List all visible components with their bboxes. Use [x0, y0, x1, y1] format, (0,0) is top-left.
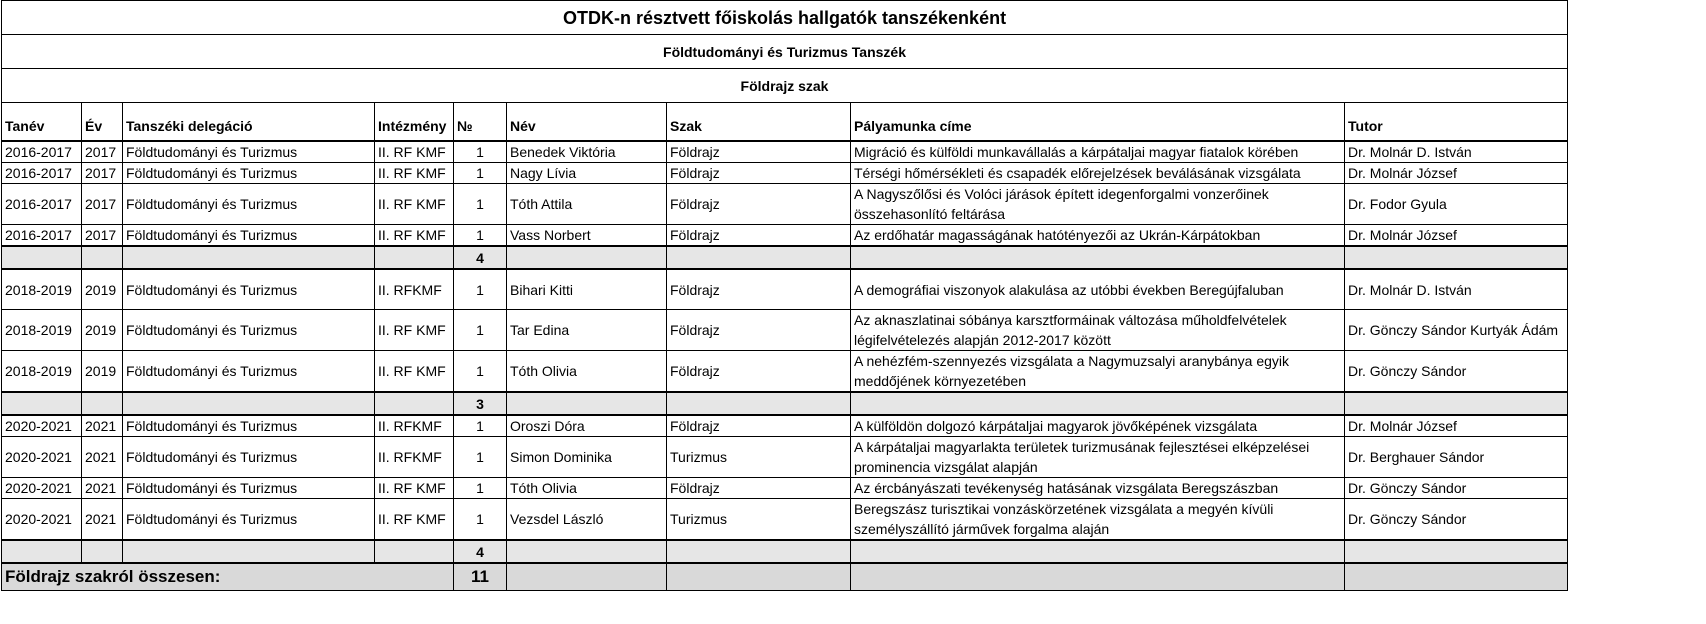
subtotal-cell	[851, 392, 1345, 415]
table-cell: Bihari Kitti	[507, 269, 667, 310]
table-cell: Földtudományi és Turizmus	[123, 269, 375, 310]
subtotal-cell	[507, 392, 667, 415]
table-cell: 2019	[82, 351, 123, 393]
total-cell	[507, 563, 667, 591]
subtotal-cell	[375, 540, 454, 563]
table-cell: Földtudományi és Turizmus	[123, 478, 375, 499]
table-row	[2, 499, 1568, 541]
table-cell: Földrajz	[667, 141, 851, 163]
table-cell: 2017	[82, 163, 123, 184]
table-cell: Dr. Molnár D. István	[1345, 141, 1568, 163]
header-row	[2, 103, 1568, 142]
table-row	[2, 184, 1568, 225]
table-cell: Turizmus	[667, 437, 851, 478]
total-row	[2, 563, 1568, 591]
subtotal-cell	[667, 246, 851, 269]
table-row	[2, 269, 1568, 310]
header-cell: Tanév	[2, 103, 82, 142]
table-cell: II. RF KMF	[375, 310, 454, 351]
table-cell: 2020-2021	[2, 437, 82, 478]
table-cell: 2016-2017	[2, 141, 82, 163]
table-cell: 2020-2021	[2, 478, 82, 499]
subtotal-cell	[82, 246, 123, 269]
table-row	[2, 141, 1568, 163]
table-cell: A demográfiai viszonyok alakulása az utóbbi években Beregújfaluban	[851, 269, 1345, 310]
subtotal-row	[2, 246, 1568, 269]
subtotal-cell	[375, 392, 454, 415]
table-cell: Földrajz	[667, 310, 851, 351]
subtotal-cell	[1345, 246, 1568, 269]
major-row	[2, 69, 1568, 103]
subtotal-cell	[82, 392, 123, 415]
subtotal-cell	[123, 246, 375, 269]
table-cell: 1	[454, 163, 507, 184]
table-cell: 2021	[82, 437, 123, 478]
table-cell: Vass Norbert	[507, 225, 667, 247]
table-cell: A Nagyszőlősi és Volóci járások épített idegenforgalmi vonzerőinek összehasonlító feltárása	[851, 184, 1345, 225]
table-row	[2, 478, 1568, 499]
header-cell: Tutor	[1345, 103, 1568, 142]
table-cell: Tóth Olivia	[507, 351, 667, 393]
table-cell: 1	[454, 415, 507, 437]
subtotal-cell	[507, 540, 667, 563]
table-cell: II. RF KMF	[375, 163, 454, 184]
table-cell: Dr. Gönczy Sándor	[1345, 478, 1568, 499]
table-cell: 2019	[82, 310, 123, 351]
table-cell: Dr. Molnár József	[1345, 225, 1568, 247]
table-cell: 2016-2017	[2, 184, 82, 225]
table-cell: Dr. Gönczy Sándor Kurtyák Ádám	[1345, 310, 1568, 351]
table-cell: Földrajz	[667, 163, 851, 184]
table-cell: 1	[454, 141, 507, 163]
table-cell: Földrajz	[667, 184, 851, 225]
sheet-title: OTDK-n résztvett főiskolás hallgatók tanszékenként	[2, 1, 1568, 35]
table-cell: II. RF KMF	[375, 351, 454, 393]
table-cell: Migráció és külföldi munkavállalás a kárpátaljai magyar fiatalok körében	[851, 141, 1345, 163]
title-row	[2, 1, 1568, 35]
subtotal-cell	[2, 392, 82, 415]
subtotal-count: 3	[454, 392, 507, 415]
subtotal-cell	[123, 540, 375, 563]
table-cell: 2016-2017	[2, 163, 82, 184]
subtotal-cell	[851, 246, 1345, 269]
subtotal-cell	[375, 246, 454, 269]
table-cell: II. RF KMF	[375, 478, 454, 499]
table-cell: 2019	[82, 269, 123, 310]
table-cell: II. RF KMF	[375, 184, 454, 225]
table-cell: Földtudományi és Turizmus	[123, 163, 375, 184]
subtotal-count: 4	[454, 540, 507, 563]
total-label: Földrajz szakról összesen:	[2, 563, 454, 591]
table-row	[2, 163, 1568, 184]
table-cell: II. RF KMF	[375, 225, 454, 247]
header-cell: Tanszéki delegáció	[123, 103, 375, 142]
table-cell: Benedek Viktória	[507, 141, 667, 163]
major-title: Földrajz szak	[2, 69, 1568, 103]
table-cell: Dr. Berghauer Sándor	[1345, 437, 1568, 478]
subtotal-cell	[82, 540, 123, 563]
table-cell: Dr. Molnár József	[1345, 415, 1568, 437]
table-cell: Dr. Fodor Gyula	[1345, 184, 1568, 225]
table-cell: 1	[454, 437, 507, 478]
table-cell: 2021	[82, 415, 123, 437]
table-cell: Dr. Gönczy Sándor	[1345, 351, 1568, 393]
table-cell: Dr. Molnár D. István	[1345, 269, 1568, 310]
table-cell: Az erdőhatár magasságának hatótényezői az Ukrán-Kárpátokban	[851, 225, 1345, 247]
table-row	[2, 225, 1568, 247]
header-cell: Szak	[667, 103, 851, 142]
table-cell: 1	[454, 478, 507, 499]
table-cell: A külföldön dolgozó kárpátaljai magyarok jövőképének vizsgálata	[851, 415, 1345, 437]
table-cell: Simon Dominika	[507, 437, 667, 478]
table-cell: Földtudományi és Turizmus	[123, 437, 375, 478]
total-cell	[851, 563, 1345, 591]
table-cell: 2020-2021	[2, 499, 82, 541]
table-cell: 1	[454, 499, 507, 541]
table-cell: Turizmus	[667, 499, 851, 541]
table-cell: Földtudományi és Turizmus	[123, 415, 375, 437]
table-cell: II. RFKMF	[375, 437, 454, 478]
table-cell: Az ércbányászati tevékenység hatásának vizsgálata Beregszászban	[851, 478, 1345, 499]
table-cell: II. RFKMF	[375, 415, 454, 437]
header-cell: №	[454, 103, 507, 142]
table-cell: 1	[454, 225, 507, 247]
table-cell: A nehézfém-szennyezés vizsgálata a Nagymuzsalyi aranybánya egyik meddőjének környezetében	[851, 351, 1345, 393]
table-cell: 2017	[82, 141, 123, 163]
header-cell: Név	[507, 103, 667, 142]
header-cell: Intézmény	[375, 103, 454, 142]
table-row	[2, 351, 1568, 393]
table-cell: 2020-2021	[2, 415, 82, 437]
students-table	[1, 0, 1568, 591]
table-cell: Tóth Attila	[507, 184, 667, 225]
table-cell: 1	[454, 310, 507, 351]
total-cell	[667, 563, 851, 591]
table-cell: Földrajz	[667, 351, 851, 393]
table-cell: Földtudományi és Turizmus	[123, 499, 375, 541]
table-cell: Az aknaszlatinai sóbánya karsztformáinak változása műholdfelvételek légifelvételezés alapján 2012-2017 között	[851, 310, 1345, 351]
table-cell: Földtudományi és Turizmus	[123, 310, 375, 351]
table-cell: Beregszász turisztikai vonzáskörzetének vizsgálata a megyén kívüli személyszállító járművek forgalma alaján	[851, 499, 1345, 541]
subtotal-cell	[2, 246, 82, 269]
subtotal-count: 4	[454, 246, 507, 269]
table-cell: Földtudományi és Turizmus	[123, 141, 375, 163]
table-cell: Tar Edina	[507, 310, 667, 351]
table-row	[2, 437, 1568, 478]
table-cell: Földtudományi és Turizmus	[123, 184, 375, 225]
subtotal-cell	[667, 540, 851, 563]
total-cell	[1345, 563, 1568, 591]
table-cell: Oroszi Dóra	[507, 415, 667, 437]
table-cell: 2017	[82, 184, 123, 225]
table-cell: 2018-2019	[2, 351, 82, 393]
table-cell: Dr. Gönczy Sándor	[1345, 499, 1568, 541]
table-cell: 2021	[82, 499, 123, 541]
subtotal-cell	[851, 540, 1345, 563]
table-cell: A kárpátaljai magyarlakta területek turizmusának fejlesztései elképzelései prominencia vizsgálat alapján	[851, 437, 1345, 478]
table-cell: II. RFKMF	[375, 269, 454, 310]
table-cell: 1	[454, 184, 507, 225]
subtotal-row	[2, 392, 1568, 415]
subtotal-cell	[123, 392, 375, 415]
table-cell: 2018-2019	[2, 310, 82, 351]
table-row	[2, 415, 1568, 437]
table-cell: 2021	[82, 478, 123, 499]
table-cell: Földrajz	[667, 415, 851, 437]
table-cell: II. RF KMF	[375, 499, 454, 541]
table-cell: Földrajz	[667, 225, 851, 247]
subtotal-cell	[1345, 540, 1568, 563]
table-cell: Vezsdel László	[507, 499, 667, 541]
subtotal-cell	[667, 392, 851, 415]
table-cell: Tóth Olivia	[507, 478, 667, 499]
table-row	[2, 310, 1568, 351]
table-cell: Földrajz	[667, 269, 851, 310]
subtotal-cell	[507, 246, 667, 269]
subtotal-cell	[1345, 392, 1568, 415]
table-cell: 2018-2019	[2, 269, 82, 310]
table-cell: Térségi hőmérsékleti és csapadék előrejelzések beválásának vizsgálata	[851, 163, 1345, 184]
department-row	[2, 35, 1568, 69]
table-cell: Dr. Molnár József	[1345, 163, 1568, 184]
table-cell: 2017	[82, 225, 123, 247]
table-cell: II. RF KMF	[375, 141, 454, 163]
subtotal-row	[2, 540, 1568, 563]
department-title: Földtudományi és Turizmus Tanszék	[2, 35, 1568, 69]
table-cell: Földrajz	[667, 478, 851, 499]
table-cell: 2016-2017	[2, 225, 82, 247]
table-cell: 1	[454, 351, 507, 393]
header-cell: Pályamunka címe	[851, 103, 1345, 142]
subtotal-cell	[2, 540, 82, 563]
table-cell: Földtudományi és Turizmus	[123, 351, 375, 393]
table-cell: Földtudományi és Turizmus	[123, 225, 375, 247]
header-cell: Év	[82, 103, 123, 142]
table-cell: Nagy Lívia	[507, 163, 667, 184]
table-cell: 1	[454, 269, 507, 310]
total-count: 11	[454, 563, 507, 591]
